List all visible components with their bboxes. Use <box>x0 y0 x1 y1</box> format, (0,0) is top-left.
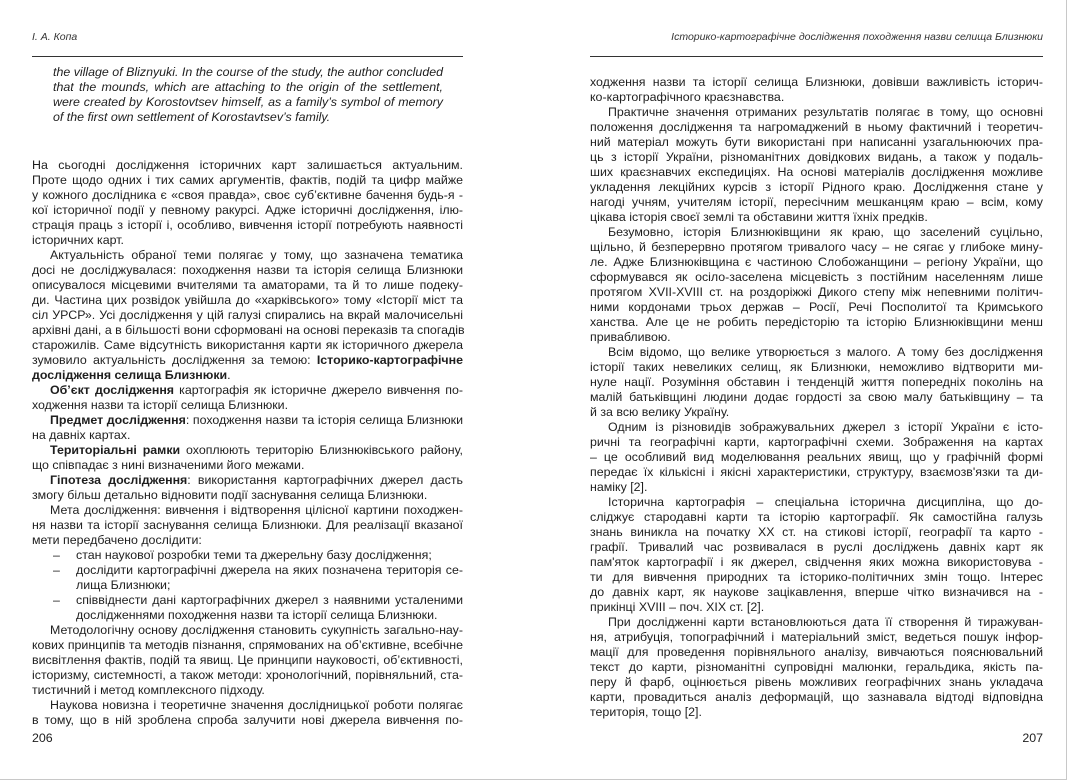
list-item <box>32 593 463 623</box>
text-line <box>32 383 463 398</box>
text-line: ко-картографічного краєзнавства. <box>590 90 785 104</box>
text-line: ходження назви та історії селища Близнюки, довівши важливість історич- <box>590 75 1043 89</box>
dash-bullet: – <box>53 548 60 562</box>
text-line: ти для вивчення природних та історико-політичних змін тощо. Інтерес <box>590 570 1043 584</box>
text-line: that the mounds, which are attaching to the origin of the settlement, <box>53 80 443 94</box>
text-line: ними кордонами трьох держав – Росії, Речі Посполитої та Кримського <box>590 300 1043 314</box>
text-line: укладення лекційних курсів з історії Рідного краю. Дослідження стане у <box>590 180 1043 194</box>
text-line: нуле нації. Розуміння обставин і тенденцій життя попередніх поколінь на <box>590 375 1043 389</box>
text-line: що співпадає з нині визначеними його межами. <box>32 458 305 472</box>
text-line: ричні та географічні карти, картографічні схеми. Зображення на картах <box>590 435 1043 449</box>
text-line: Всім відомо, що велике утворюється з малого. А тому без дослідження <box>608 345 1043 359</box>
text-line: карти, провадиться аналіз деформацій, що зазнавала відтоді відповідна <box>590 690 1043 704</box>
header-rule <box>590 56 1043 57</box>
bold-term: Предмет дослідження <box>50 413 186 427</box>
page-body <box>32 65 463 728</box>
paragraph <box>32 623 463 698</box>
text-line: кої історичної події у певному ракурсі. Адже історичні дослідження, ілю- <box>32 203 463 217</box>
text-line: Методологічну основу дослідження становить сукупність загально-нау- <box>50 623 463 637</box>
text-line <box>32 473 463 488</box>
paragraph <box>590 75 1043 105</box>
text-line: кових принципів та методів пізнання, спрямованих на об’єктивне, всебічне <box>32 638 463 652</box>
dash-bullet: – <box>53 563 60 577</box>
text-line: до давніх карт, як наукове зацікавлення, вперше чітко визначився на - <box>590 585 1043 599</box>
text-line: наміку [2]. <box>590 480 648 494</box>
text-line: ний матеріал можуть бути використані при написанні узагальнюючих пра- <box>590 135 1043 149</box>
paragraph <box>590 495 1043 615</box>
text-line: Історична картографія – спеціальна історична дисципліна, що до- <box>608 495 1043 509</box>
text-line: ди. Частина цих розвідок увійшла до «харківського» тому «Історії міст та <box>32 293 463 307</box>
text-line: щільно, й безперервно протягом тривалого часу – не сягає у глибоке мину- <box>590 240 1043 254</box>
list-item <box>32 548 463 563</box>
text-line: лища Близнюки; <box>76 578 171 592</box>
text-line: описувалося місцевими вчителями та аматорами, та й то лише подеку- <box>32 278 463 292</box>
paragraph <box>32 473 463 503</box>
text-line: співвіднести дані картографічних джерел з наявними усталеними <box>76 593 463 607</box>
text-line: пам'яток картографії і як джерел, свідчення яких можна використовува - <box>590 555 1043 569</box>
text-line: ших краєзнавчих експедиціях. На основі матеріалів дослідження можливе <box>590 165 1043 179</box>
text-line: страція праць з історії і, особливо, вивчення історії потребують наявності <box>32 218 463 232</box>
text-line: змогу більш детально відновити події заснування селища Близнюки. <box>32 488 428 502</box>
text-line: нагоді учням, учителям історії, пересічним мешканцям краю – всім, кому <box>590 195 1043 209</box>
text-line <box>32 353 463 368</box>
paragraph <box>32 383 463 413</box>
text-line: – це особливий вид моделювання реальних явищ, що у графічній формі <box>590 450 1043 464</box>
bullet-list <box>32 548 463 623</box>
text-line: ле. Адже Близнюківщина є частиною Слобожанщини – регіону України, що <box>590 255 1043 269</box>
paragraph <box>590 225 1043 345</box>
text-line: ходження назви та історії селища Близнюки. <box>32 398 289 412</box>
text-line: of the first own settlement of Korostavtsev’s family. <box>53 110 331 124</box>
text-line: положення дослідження та нагромаджений в ньому фактичний і теоретич- <box>590 120 1043 134</box>
text-line: архівні дані, а в більшості вони сформовані на основі переказів та спогадів <box>32 323 465 337</box>
text-line: дослідженнями походження назви та історії селища Близнюки. <box>76 608 438 622</box>
text-line: Наукова новизна і теоретичне значення дослідницької роботи полягає <box>50 698 463 712</box>
text-line: й за всю велику Україну. <box>590 405 730 419</box>
text-line: досі не досліджувалася: походження назви та історія селища Близнюки <box>32 263 463 277</box>
text-line: висвітлення фактів, подій та явищ. Це принципи науковості, об’єктивності, <box>32 653 463 667</box>
dash-bullet: – <box>53 593 60 607</box>
paragraph <box>590 345 1043 420</box>
header-rule <box>32 56 463 57</box>
text-run: : походження назви та історія селища Близнюки <box>185 413 464 427</box>
text-run: зумовило актуальність дослідження за темою: <box>32 353 317 367</box>
text-line: прикінці XVIII – поч. XIX ст. [2]. <box>590 600 765 614</box>
text-run: охоплюють територію Близнюківського району, <box>180 443 463 457</box>
paragraph <box>590 420 1043 495</box>
list-item <box>32 563 463 593</box>
text-line <box>32 413 463 428</box>
text-line: При дослідженні карти встановлюються дата її створення й тиражуван- <box>608 615 1043 629</box>
text-line: історії таких невеликих селищ, як Близнюки, неможливо відтворити ми- <box>590 360 1043 374</box>
paragraph <box>590 615 1043 720</box>
text-line: малій батьківщині людини додає гордості за свою малу батьківщину – та <box>590 390 1043 404</box>
bold-term: Історико-картографічне <box>316 353 463 367</box>
text-line: Практичне значення отриманих результатів полягає в тому, що основні <box>608 105 1043 119</box>
text-line: Мета дослідження: вивчення і відтворення цілісної картини походжен- <box>50 503 463 517</box>
text-line: у кожного дослідника є «своя правда», своє суб’єктивне бачення будь-я - <box>32 188 463 202</box>
bold-term: Гіпотеза дослідження <box>50 473 188 487</box>
page-number: 207 <box>1022 731 1043 745</box>
left-page <box>32 0 463 781</box>
paragraph <box>590 105 1043 225</box>
paragraph <box>32 503 463 548</box>
text-line: мації для проведення порівняльного аналізу, вивчаються пояснювальний <box>590 645 1043 659</box>
text-line: На сьогодні дослідження історичних карт залишається актуальним. <box>32 158 463 172</box>
page-body <box>590 75 1043 720</box>
text-line: сіл УРСР». Усі дослідження у цій галузі спирались на вкрай малочисельні <box>32 308 463 322</box>
text-line: стан наукової розробки теми та джерельну базу дослідження; <box>76 548 432 562</box>
running-head-author: І. А. Копа <box>32 31 78 43</box>
text-line: на давніх картах. <box>32 428 131 442</box>
paragraph <box>32 158 463 248</box>
text-line: територія, тощо [2]. <box>590 705 702 719</box>
text-line: ць з історії України, різноманітних довідкових видань, а також у подаль- <box>590 150 1043 164</box>
text-line: ханства. Але це не робить передісторію та історію Близнюківщини менш <box>590 315 1043 329</box>
text-line: старожилів. Саме відсутність використання карти як історичного джерела <box>32 338 463 352</box>
text-line: сформувався як осіло-заселена місцевість з постійним населенням лише <box>590 270 1043 284</box>
text-line: were created by Korostovtsev himself, as a family’s symbol of memory <box>53 95 443 109</box>
text-line: сліджує стародавні карти та історію картографії. Як самостійна галузь <box>590 510 1043 524</box>
text-line: цікава історія своєї землі та обставини життя їхніх предків. <box>590 210 928 224</box>
bold-term: Об’єкт дослідження <box>50 383 175 397</box>
text-run: картографія як історичне джерело вивчення по- <box>174 383 464 397</box>
text-line: мети передбачено дослідити: <box>32 533 202 547</box>
paragraph <box>32 248 463 383</box>
text-line: передає їх кількісні і якісні характеристики, структуру, взаємозв'язки та ди- <box>590 465 1043 479</box>
text-line: the village of Bliznyuki. In the course of the study, the author concluded <box>53 65 443 79</box>
text-line: історизму, системності, а також методи: хронологічний, порівняльний, ста- <box>32 668 463 682</box>
text-line: Безумовно, історія Близнюківщини як краю, що заселений суцільно, <box>608 225 1043 239</box>
text-line <box>32 368 463 383</box>
text-line: дослідити картографічні джерела на яких позначена територія се- <box>76 563 463 577</box>
text-line: текст до карти, різноманітні супровідні малюнки, геральдика, якість па- <box>590 660 1043 674</box>
text-line: ня назви та історії заснування селища Близнюки. Для реалізації вказаної <box>32 518 463 532</box>
text-line: Проте щодо одних і тих самих аргументів, фактів, подій та цифр майже <box>32 173 463 187</box>
page-number: 206 <box>32 731 53 745</box>
text-line <box>32 443 463 458</box>
text-line: Актуальність обраної теми полягає у тому, що зазначена тематика <box>50 248 463 262</box>
text-line: перу й фарб, оцінюється рівень можливих географічних знань укладача <box>590 675 1043 689</box>
paragraph <box>32 413 463 443</box>
text-line: привабливою. <box>590 330 671 344</box>
text-line: історичних карт. <box>32 233 124 247</box>
text-line: протягом XVII-XVIII ст. на роздоріжжі Дикого степу між непевними політич- <box>590 285 1043 299</box>
abstract <box>32 65 463 125</box>
text-run: : використання картографічних джерел дасть <box>187 473 463 487</box>
text-line: в тому, що в ній зроблена спроба залучити нові джерела вивчення по- <box>32 713 463 727</box>
text-line: тистичний і метод комплексного підходу. <box>32 683 265 697</box>
text-line: знань виникла на початку XX ст. на стикові історії, географії та карто - <box>590 525 1043 539</box>
right-page <box>590 0 1043 781</box>
bold-term: Територіальні рамки <box>50 443 181 457</box>
text-line: Одним із різновидів зображувальних джерел з історії України є істо- <box>608 420 1043 434</box>
bold-term: дослідження селища Близнюки <box>32 368 228 382</box>
text-line: ня, атрибуція, топографічний і матеріальний зміст, ведеться пошук інфор- <box>590 630 1043 644</box>
paragraph <box>32 698 463 728</box>
running-head-title: Історико-картографічне дослідження походження назви селища Близнюки <box>671 31 1043 43</box>
paragraph <box>32 443 463 473</box>
text-line: графії. Тривалий час розвивалася в руслі досліджень давніх карт як <box>590 540 1043 554</box>
text-run: . <box>227 368 231 382</box>
